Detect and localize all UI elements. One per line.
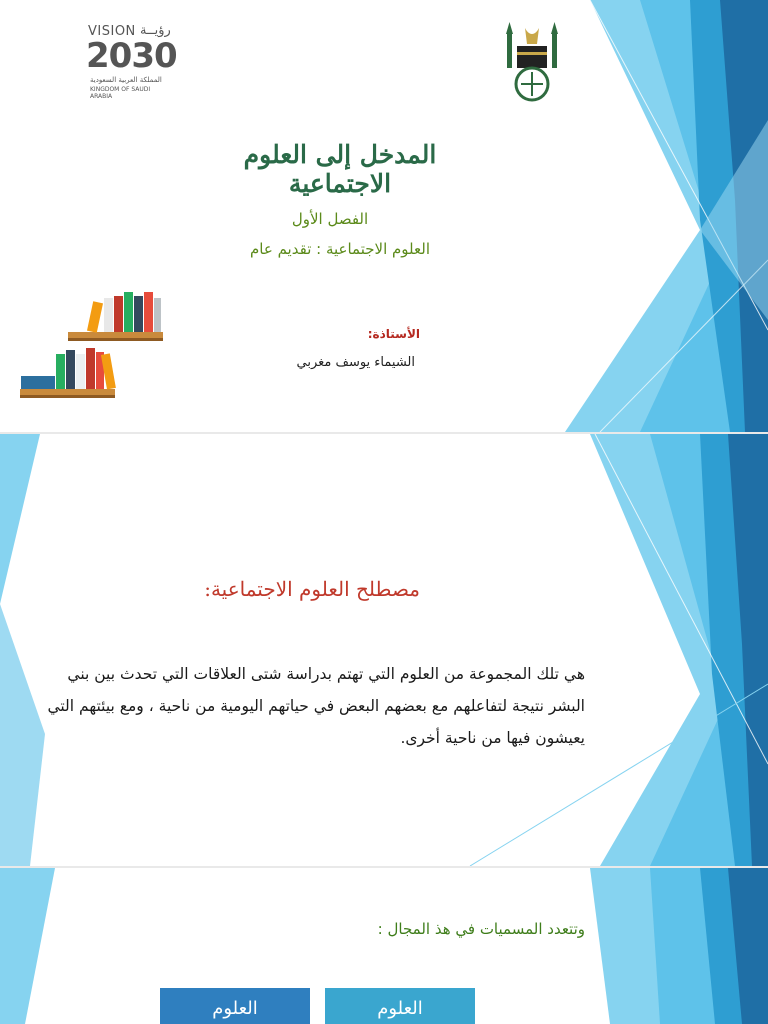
vision-logo-line1: المملكة العربية السعودية (90, 76, 162, 84)
vision-2030-logo (84, 23, 177, 100)
slide-1 (0, 0, 768, 432)
category-box (325, 988, 475, 1024)
term-heading: مصطلح العلوم الاجتماعية: (204, 577, 420, 601)
category-box (160, 988, 310, 1024)
slide-3 (0, 868, 768, 1024)
vision-logo-year: 2030 (86, 36, 177, 76)
term-definition: هي تلك المجموعة من العلوم التي تهتم بدراسة شتى العلاقات التي تحدث بين بني البشر نتيجة لتفاعلهم مع بعضهم البعض في حياتهم اليومية من ناحية ، ومع بيئتهم التي يعيشون فيها من ناحية أخرى. (47, 665, 585, 747)
chapter-label: الفصل الأول (291, 210, 369, 228)
chapter-subtitle: العلوم الاجتماعية : تقديم عام (250, 240, 430, 258)
names-intro-text: وتتعدد المسميات في هذ المجال : (377, 920, 585, 938)
university-logo-icon (503, 22, 561, 104)
teacher-label: الأستاذة: (367, 327, 420, 341)
vision-logo-arabic: رؤيــة (140, 23, 171, 38)
teacher-name: الشيماء يوسف مغربي (296, 355, 415, 370)
vision-logo-line2: KINGDOM OF SAUDI ARABIA (90, 86, 151, 100)
decorative-shapes (0, 434, 768, 866)
vision-logo-top: VISION (88, 24, 136, 39)
category-box-label: العلوم (377, 998, 423, 1019)
presentation-title: المدخل إلى العلوم الاجتماعية (243, 140, 437, 198)
bookshelf-illustration (18, 286, 168, 411)
slide-2 (0, 434, 768, 866)
category-box-label: العلوم (212, 998, 258, 1019)
